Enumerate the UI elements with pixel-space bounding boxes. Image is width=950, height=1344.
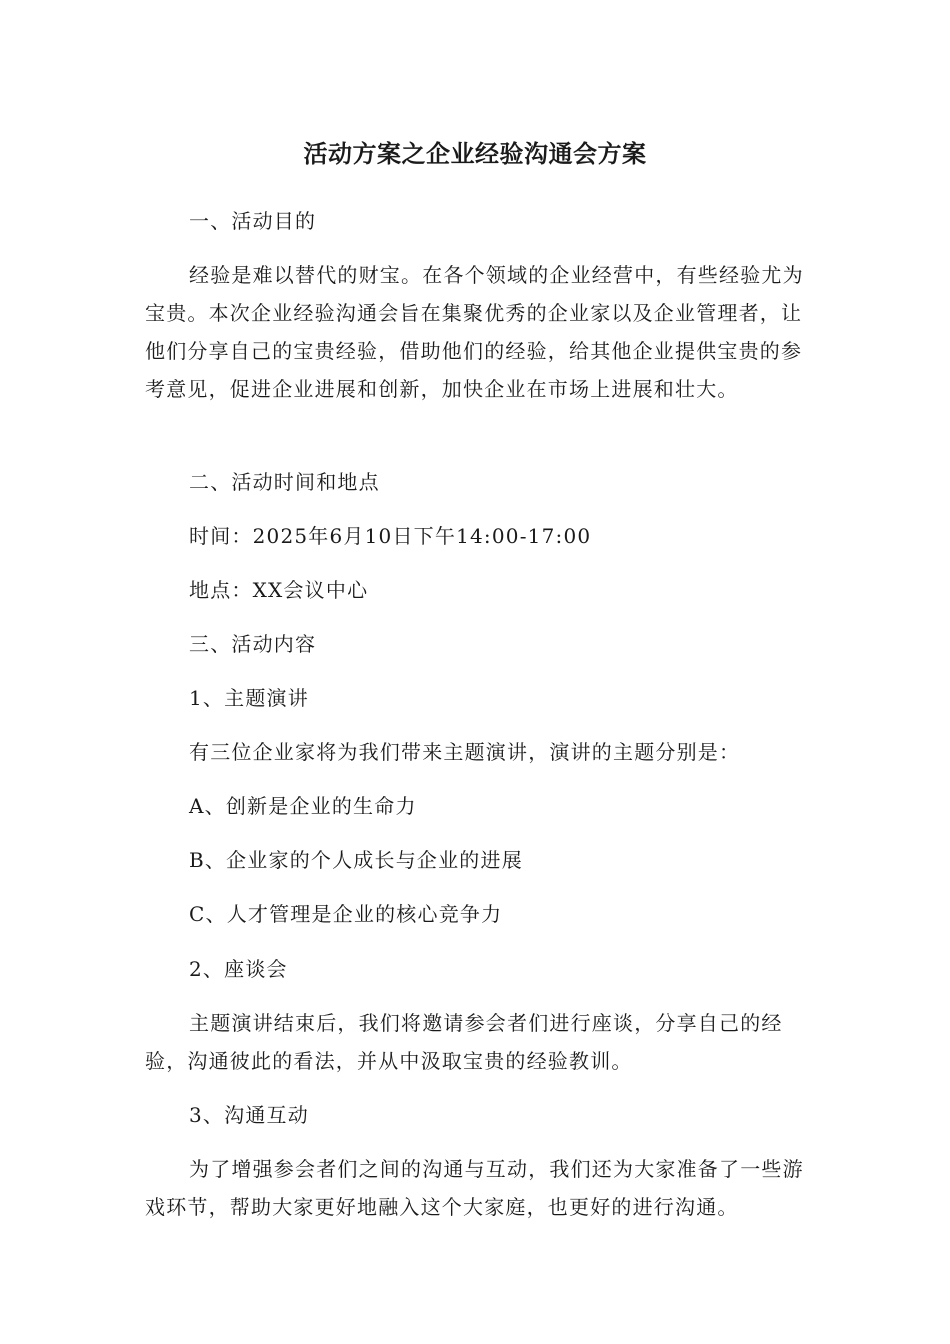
event-place: 地点：XX会议中心: [189, 578, 369, 602]
document-title: 活动方案之企业经验沟通会方案: [303, 140, 647, 168]
paragraph-interaction: 为了增强参会者们之间的沟通与互动，我们还为大家准备了一些游戏环节，帮助大家更好地融入这个大家庭，也更好的进行沟通。: [145, 1157, 804, 1219]
paragraph-purpose: 经验是难以替代的财宝。在各个领域的企业经营中，有些经验尤为宝贵。本次企业经验沟通会旨在集聚优秀的企业家以及企业管理者，让他们分享自己的宝贵经验，借助他们的经验，给其他企业提供宝贵的参考意见，促进企业进展和创新，加快企业在市场上进展和壮大。: [145, 263, 804, 401]
subheading-interaction: 3、沟通互动: [189, 1103, 309, 1127]
subheading-keynote: 1、主题演讲: [189, 686, 309, 710]
section-heading-purpose: 一、活动目的: [189, 209, 317, 233]
topic-c: C、人才管理是企业的核心竞争力: [189, 902, 503, 926]
paragraph-forum: 主题演讲结束后，我们将邀请参会者们进行座谈，分享自己的经验，沟通彼此的看法，并从中汲取宝贵的经验教训。: [145, 1011, 783, 1073]
section-heading-time-place: 二、活动时间和地点: [189, 470, 380, 494]
topic-b: B、企业家的个人成长与企业的进展: [189, 848, 523, 872]
subheading-forum: 2、座谈会: [189, 957, 288, 981]
keynote-intro: 有三位企业家将为我们带来主题演讲，演讲的主题分别是：: [189, 740, 741, 764]
event-time: 时间：2025年6月10日下午14:00-17:00: [189, 524, 592, 548]
section-heading-content: 三、活动内容: [189, 632, 317, 656]
topic-a: A、创新是企业的生命力: [189, 794, 417, 818]
